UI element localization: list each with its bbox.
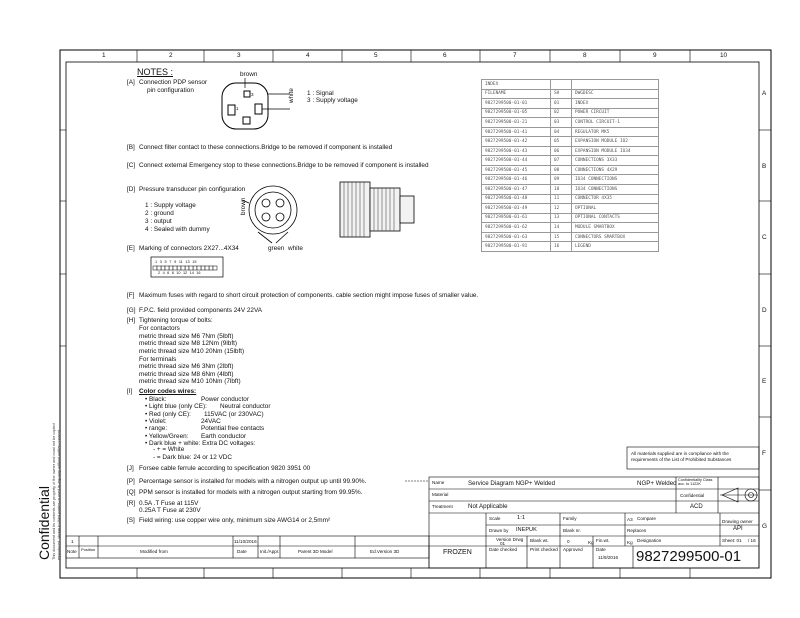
tb-drawing-number: 9827299500-01 bbox=[636, 548, 742, 565]
note-b-tag: [B] bbox=[127, 144, 135, 151]
index-cell: 11 bbox=[551, 194, 572, 204]
index-row bbox=[482, 99, 659, 109]
note-h-tag: [H] bbox=[127, 317, 136, 324]
tb-name-label: Name bbox=[432, 480, 445, 485]
row-letter-e: E bbox=[762, 378, 767, 385]
tb-scale-value: 1:1 bbox=[517, 515, 526, 521]
index-cell: 9827299500-01-62 bbox=[482, 223, 551, 233]
note-d-brown-label: brown bbox=[240, 197, 247, 215]
note-e-text: Marking of connectors 2X27...4X34 bbox=[139, 245, 239, 252]
note-d-item-4: 4 : Sealed with dummy bbox=[145, 226, 210, 233]
index-cell: 9827299500-01-21 bbox=[482, 118, 551, 128]
index-row bbox=[482, 137, 659, 147]
col-number-6: 6 bbox=[443, 52, 447, 59]
row-letter-f: F bbox=[762, 450, 766, 457]
index-row bbox=[482, 165, 659, 175]
tb-sheet: Sheet: 01 bbox=[722, 538, 742, 543]
note-p-text: Percentage sensor is installed for models with a nitrogen output up until 99.90%. bbox=[139, 478, 367, 485]
row-letter-a: A bbox=[762, 90, 767, 97]
tb-version-label: Version Drwg bbox=[496, 537, 524, 542]
index-cell: 9827299500-01-44 bbox=[482, 156, 551, 166]
index-cell: IO34 CONNECTIONS bbox=[572, 175, 659, 185]
rev-header-init: Init./Appr. bbox=[260, 549, 280, 554]
index-cell: SH bbox=[551, 89, 572, 99]
index-row bbox=[482, 194, 659, 204]
color-code-value: 115VAC (or 230VAC) bbox=[204, 410, 264, 418]
index-cell: IO34 CONNECTIONS bbox=[572, 185, 659, 195]
color-code-value: Earth conductor bbox=[201, 432, 247, 440]
index-cell: 16 bbox=[551, 242, 572, 252]
note-r-line2: 0.25A T Fuse at 230V bbox=[139, 507, 201, 514]
index-row bbox=[482, 223, 659, 233]
index-row bbox=[482, 89, 659, 99]
note-h-line-7: metric thread size M6 3Nm (2lbft) bbox=[139, 363, 234, 370]
tb-drawn-label: Drawn by bbox=[489, 528, 509, 533]
index-cell: DWGDESC bbox=[572, 89, 659, 99]
note-r-tag: [R] bbox=[127, 500, 136, 507]
index-row bbox=[482, 242, 659, 252]
index-cell: 9827299500-01-91 bbox=[482, 242, 551, 252]
note-d-tag: [D] bbox=[127, 186, 136, 193]
tb-compare-label: Compare bbox=[637, 516, 656, 521]
note-a-white-label: white bbox=[288, 88, 295, 103]
note-d-text: Pressure transducer pin configuration bbox=[139, 186, 246, 193]
index-row bbox=[482, 118, 659, 128]
index-cell: 07 bbox=[551, 156, 572, 166]
color-code-key: • Dark blue + white: Extra DC voltages: bbox=[145, 439, 256, 447]
row-letter-d: D bbox=[762, 307, 767, 314]
note-d-item-1: 1 : Supply voltage bbox=[145, 202, 196, 209]
note-p-tag: [P] bbox=[127, 478, 135, 485]
index-cell: CONNECTIONS 3X33 bbox=[572, 156, 659, 166]
color-code-value: 24VAC bbox=[201, 417, 221, 425]
color-code-value: Potential free contacts bbox=[201, 425, 265, 433]
index-cell: LEGEND bbox=[572, 242, 659, 252]
color-code-key: • Violet: bbox=[145, 417, 167, 425]
note-s-tag: [S] bbox=[127, 517, 135, 524]
tb-kg-2: Kg bbox=[627, 540, 633, 545]
color-code-key: • Black: bbox=[145, 396, 167, 403]
index-cell: 14 bbox=[551, 223, 572, 233]
confidential-side-small-2: reproduced, shown to third parties or used in any way without written consent bbox=[57, 430, 61, 560]
index-cell: INDEX bbox=[572, 99, 659, 109]
color-code-key: • Red (only CE): bbox=[145, 410, 191, 418]
index-cell: 12 bbox=[551, 204, 572, 214]
index-cell: 9827299500-01-42 bbox=[482, 137, 551, 147]
compliance-note: All materials supplied are in compliance with the requirements of the List of Prohibited Substances bbox=[631, 451, 732, 462]
note-d-item-2: 2 : ground bbox=[145, 210, 174, 217]
index-cell: 9827299500-01-63 bbox=[482, 232, 551, 242]
note-h-line-2: For contactors bbox=[139, 325, 180, 332]
col-number-9: 9 bbox=[653, 52, 657, 59]
tb-conf-class: Confidentiality Class acc. to 1122K bbox=[678, 478, 713, 486]
note-a-tag: [A] bbox=[127, 79, 135, 86]
note-g-text: F.P.C. field provided components 24V 22VA bbox=[139, 307, 263, 314]
tb-owner-value: API bbox=[733, 526, 743, 532]
note-i-heading: Color codes wires: bbox=[139, 388, 197, 395]
index-cell: CONNECTOR 4X35 bbox=[572, 194, 659, 204]
note-e-bottom-numbers: 2 4 6 8 10 12 14 16 bbox=[158, 271, 201, 275]
note-a-pin1: 1 bbox=[236, 106, 239, 111]
tb-a3: A3 bbox=[627, 517, 633, 522]
index-cell: 02 bbox=[551, 108, 572, 118]
index-cell: MODULE SMARTBOX bbox=[572, 223, 659, 233]
index-cell: FILENAME bbox=[482, 89, 551, 99]
note-h-line-5: metric thread size M10 20Nm (15lbft) bbox=[139, 348, 245, 355]
tb-drawn-value: INEPUK bbox=[516, 527, 537, 533]
tb-status: FROZEN bbox=[443, 549, 472, 556]
index-row bbox=[482, 146, 659, 156]
note-q-tag: [Q] bbox=[127, 489, 136, 496]
tb-fin-wt: Fin.wt. bbox=[596, 538, 610, 543]
note-r-line1: 0.5A .T Fuse at 115V bbox=[139, 500, 199, 507]
rev-header-position: Position bbox=[81, 547, 96, 552]
index-cell: 9827299500-01-05 bbox=[482, 108, 551, 118]
tb-designation-label: Designation bbox=[637, 538, 662, 543]
tb-scale-label: Scale bbox=[489, 516, 501, 521]
note-h-line-6: For terminals bbox=[139, 356, 177, 363]
tb-blank-no: Blank nr. bbox=[563, 528, 581, 533]
note-i-tag: [I] bbox=[127, 388, 133, 395]
index-row bbox=[482, 127, 659, 137]
pressure-transducer-icon bbox=[242, 186, 297, 243]
note-g-tag: [G] bbox=[127, 307, 136, 314]
index-row bbox=[482, 213, 659, 223]
notes-heading: NOTES : bbox=[137, 67, 174, 77]
index-cell: 13 bbox=[551, 213, 572, 223]
index-cell: 9827299500-01-41 bbox=[482, 127, 551, 137]
color-code-key: • Light blue (only CE): bbox=[145, 403, 207, 411]
tb-replaces-label: Replaces bbox=[627, 528, 647, 533]
index-cell: 05 bbox=[551, 137, 572, 147]
tb-treatment-value: Not Applicable bbox=[468, 503, 508, 510]
col-number-5: 5 bbox=[374, 52, 378, 59]
note-f-text: Maximum fuses with regard to short circuit protection of components. cable section might impose fuses of smaller value. bbox=[139, 292, 479, 299]
note-d-green-label: green bbox=[268, 245, 285, 252]
tb-material-label: Material bbox=[432, 492, 449, 497]
index-cell: OPTIONAL bbox=[572, 204, 659, 214]
note-a-brown-label: brown bbox=[240, 71, 258, 78]
note-d-item-3: 3 : output bbox=[145, 218, 172, 225]
index-row bbox=[482, 156, 659, 166]
rev-header-date: Date bbox=[237, 549, 247, 554]
index-cell: CONNECTORS SMARTBOX bbox=[572, 232, 659, 242]
index-cell: 9827299500-01-43 bbox=[482, 146, 551, 156]
index-cell: 9827299500-01-61 bbox=[482, 213, 551, 223]
pressure-transducer-side-icon bbox=[340, 182, 414, 237]
index-cell: 06 bbox=[551, 146, 572, 156]
col-number-7: 7 bbox=[513, 52, 517, 59]
note-s-text: Field wiring: use copper wire only, minimum size AWG14 or 2,5mm² bbox=[139, 517, 331, 524]
tb-treatment-label: Treatment bbox=[432, 504, 453, 509]
index-cell: 08 bbox=[551, 165, 572, 175]
tb-kg-1: Kg bbox=[588, 540, 594, 545]
tb-approved: Approved bbox=[563, 547, 583, 552]
note-q-text: PPM sensor is installed for models with a nitrogen output starting from 99.95%. bbox=[139, 489, 363, 496]
note-d-white-label: white bbox=[288, 245, 303, 252]
note-h-line-9: metric thread size M10 10Nm (7lbft) bbox=[139, 378, 241, 385]
note-h-line-4: metric thread size M8 12Nm (9lbft) bbox=[139, 340, 238, 347]
index-cell: 9827299500-01-48 bbox=[482, 194, 551, 204]
rev-header-modified: Modified from bbox=[140, 549, 168, 554]
note-i-sub1: - + = White bbox=[153, 446, 185, 453]
tb-sheet-total: / 16 bbox=[748, 538, 756, 543]
note-b-text: Connect filter contact to these connections.Bridge to be removed if component is installed bbox=[139, 144, 393, 151]
pdp-sensor-connector-icon bbox=[222, 78, 290, 129]
index-row bbox=[482, 108, 659, 118]
index-cell: OPTIONAL CONTACTS bbox=[572, 213, 659, 223]
color-code-value: Power conductor bbox=[201, 396, 249, 403]
tb-name-value: Service Diagram NGP+ Welded bbox=[468, 480, 556, 487]
projection-symbol-icon bbox=[720, 488, 758, 502]
tb-date-checked: Date checked bbox=[489, 547, 518, 552]
index-cell: 01 bbox=[551, 99, 572, 109]
note-c-text: Connect external Emergency stop to these connections.Bridge to be removed if component is installed bbox=[139, 162, 429, 169]
note-h-line-3: metric thread size M6 7Nm (5lbft) bbox=[139, 333, 234, 340]
tb-drawing-owner: Drawing owner bbox=[722, 519, 753, 524]
note-h-line-1: Tightening torque of bolts: bbox=[139, 317, 213, 324]
row-letter-g: G bbox=[762, 523, 767, 530]
tb-name-value2: NGP+ Welded bbox=[637, 480, 677, 487]
index-cell: 9827299500-01-49 bbox=[482, 204, 551, 214]
index-cell: EXPANSION MODULE IO2 bbox=[572, 137, 659, 147]
tb-blank-wt-value: 0 bbox=[567, 539, 570, 544]
col-number-3: 3 bbox=[237, 52, 241, 59]
index-cell: INDEX bbox=[482, 80, 551, 90]
note-a-line2: pin configuration bbox=[147, 87, 194, 94]
confidential-side-small-1: This document and its contents are property of the owner and must not be copied bbox=[52, 423, 56, 560]
rev-header-parent: Parent 3D Model bbox=[298, 549, 333, 554]
note-c-tag: [C] bbox=[127, 162, 136, 169]
tb-family-label: Family bbox=[563, 516, 577, 521]
index-row bbox=[482, 175, 659, 185]
row-letter-b: B bbox=[762, 163, 767, 170]
tb-blank-wt: Blank wt. bbox=[530, 538, 549, 543]
rev-header-note: Note bbox=[67, 549, 77, 554]
tb-confidential: Confidential bbox=[680, 493, 705, 498]
note-a-signal: 1 : Signal bbox=[307, 90, 334, 97]
note-e-top-numbers: 1 3 5 7 9 11 13 15 bbox=[155, 260, 197, 264]
note-h-line-8: metric thread size M8 6Nm (4lbft) bbox=[139, 371, 234, 378]
index-row bbox=[482, 204, 659, 214]
index-row bbox=[482, 80, 659, 90]
tb-date-label: Date bbox=[596, 547, 606, 552]
index-cell: 9827299500-01-46 bbox=[482, 175, 551, 185]
index-cell: 9827299500-01-47 bbox=[482, 185, 551, 195]
index-cell: 9827299500-01-45 bbox=[482, 165, 551, 175]
note-a-supply: 3 : Supply voltage bbox=[307, 97, 358, 104]
tb-print-checked: Print checked bbox=[530, 547, 558, 552]
col-number-1: 1 bbox=[102, 52, 106, 59]
index-row bbox=[482, 185, 659, 195]
index-row bbox=[482, 232, 659, 242]
tb-acd: ACD bbox=[690, 504, 703, 510]
index-cell: 04 bbox=[551, 127, 572, 137]
index-cell bbox=[551, 80, 572, 90]
index-cell bbox=[572, 80, 659, 90]
rev-row-date: 11/10/2016 bbox=[234, 539, 257, 544]
index-cell: 10 bbox=[551, 185, 572, 195]
col-number-8: 8 bbox=[583, 52, 587, 59]
sheet-index-table bbox=[481, 79, 659, 252]
index-cell: CONTROL CIRCUIT-1 bbox=[572, 118, 659, 128]
note-a-pin3: 3 bbox=[251, 92, 254, 97]
note-i-sub2: - = Dark blue: 24 or 12 VDC bbox=[153, 454, 233, 461]
index-cell: EXPANSION MODULE IO34 bbox=[572, 146, 659, 156]
rev-header-ed-version: Ed.Version 3D bbox=[370, 549, 400, 554]
confidential-side-title: Confidential bbox=[36, 486, 52, 560]
color-code-value: Neutral conductor bbox=[220, 403, 271, 411]
note-e-tag: [E] bbox=[127, 245, 135, 252]
index-cell: 09 bbox=[551, 175, 572, 185]
index-cell: 03 bbox=[551, 118, 572, 128]
index-cell: POWER CIRCUIT bbox=[572, 108, 659, 118]
note-j-text: Forsee cable ferrule according to specification 9820 3951 00 bbox=[139, 465, 311, 472]
index-cell: 15 bbox=[551, 232, 572, 242]
rev-row-num: 1 bbox=[71, 539, 74, 544]
row-letter-c: C bbox=[762, 234, 767, 241]
color-code-key: • range: bbox=[145, 425, 168, 433]
note-f-tag: [F] bbox=[127, 292, 135, 299]
index-cell: CONNECTIONS 4X29 bbox=[572, 165, 659, 175]
tb-date-value: 11/9/2016 bbox=[598, 555, 619, 560]
col-number-10: 10 bbox=[720, 52, 728, 59]
col-number-4: 4 bbox=[306, 52, 310, 59]
note-a-line1: Connection PDP sensor bbox=[139, 79, 208, 86]
tb-version-value: 01 bbox=[500, 541, 506, 546]
index-cell: 9827299500-01-01 bbox=[482, 99, 551, 109]
col-number-2: 2 bbox=[169, 52, 173, 59]
index-cell: REGULATOR MK5 bbox=[572, 127, 659, 137]
note-j-tag: [J] bbox=[127, 465, 134, 472]
color-code-key: • Yellow/Green: bbox=[145, 432, 189, 440]
